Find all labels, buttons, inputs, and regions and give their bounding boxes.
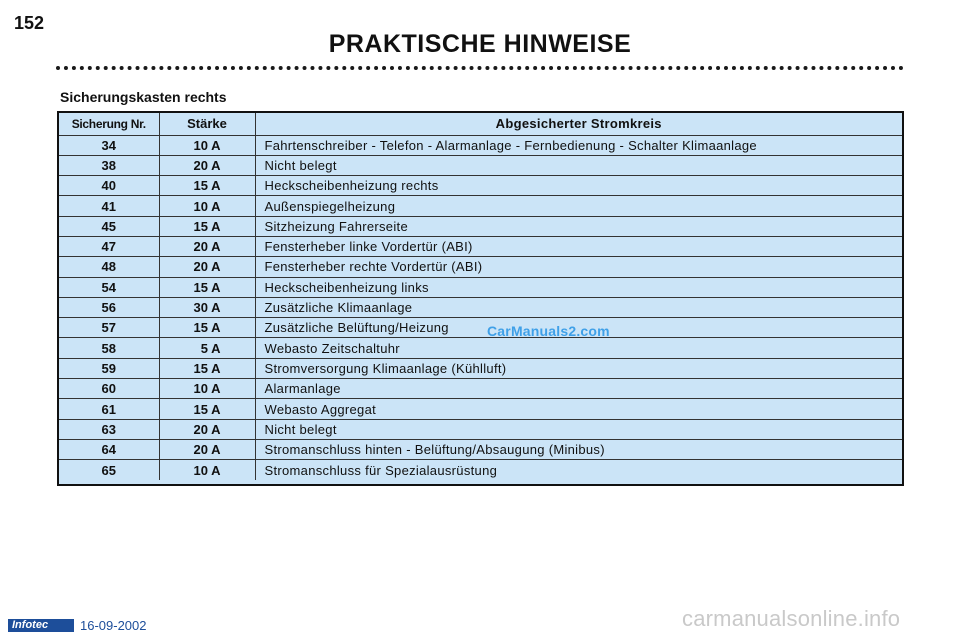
fuse-number: 61 <box>59 399 159 419</box>
fuse-amperage: 10 A <box>159 135 255 155</box>
fuse-circuit: Stromanschluss hinten - Belüftung/Absaugung (Minibus) <box>255 439 902 459</box>
table-row <box>59 236 902 256</box>
fuse-amperage: 15 A <box>159 216 255 236</box>
fuse-amperage: 20 A <box>159 419 255 439</box>
table-row <box>59 338 902 358</box>
fuse-circuit: Stromanschluss für Spezialausrüstung <box>264 462 498 478</box>
fuse-circuit: Heckscheibenheizung rechts <box>255 176 902 196</box>
table-row <box>59 196 902 216</box>
fuse-number: 45 <box>59 216 159 236</box>
table-row <box>59 439 902 459</box>
page-number: 152 <box>14 13 45 33</box>
table-row <box>59 460 902 480</box>
table-row <box>59 419 902 439</box>
fuse-circuit: Stromversorgung Klimaanlage (Kühlluft) <box>255 358 902 378</box>
fuse-amperage: 15 A <box>159 358 255 378</box>
header-amperage: Stärke <box>159 113 255 135</box>
fuse-amperage: 15 A <box>159 277 255 297</box>
page-title: PRAKTISCHE HINWEISE <box>328 30 632 58</box>
fuse-amperage: 5 A <box>159 338 255 358</box>
fuse-amperage: 10 A <box>159 196 255 216</box>
fuse-circuit: Nicht belegt <box>255 155 902 175</box>
infotec-logo: Infotec <box>8 619 74 632</box>
header-circuit: Abgesicherter Stromkreis <box>255 113 902 135</box>
table-row <box>59 379 902 399</box>
table-row <box>59 176 902 196</box>
fuse-circuit: Sitzheizung Fahrerseite <box>255 216 902 236</box>
fuse-circuit: Nicht belegt <box>255 419 902 439</box>
table-row <box>59 297 902 317</box>
fuse-circuit: Webasto Zeitschaltuhr <box>255 338 902 358</box>
footer-date: 16-09-2002 <box>80 618 147 633</box>
header-fuse-number: Sicherung Nr. <box>59 113 159 135</box>
fuse-number: 64 <box>59 439 159 459</box>
fuse-table-container <box>57 111 904 486</box>
watermark-carmanuals: CarManuals2.com <box>487 323 610 339</box>
fuse-number: 41 <box>59 196 159 216</box>
fuse-number: 34 <box>59 135 159 155</box>
table-row <box>59 277 902 297</box>
table-row <box>59 155 902 175</box>
fuse-amperage: 20 A <box>159 236 255 256</box>
fuse-amperage: 15 A <box>159 176 255 196</box>
fuse-number: 57 <box>59 318 159 338</box>
fuse-circuit: Webasto Aggregat <box>255 399 902 419</box>
fuse-circuit: Außenspiegelheizung <box>255 196 902 216</box>
watermark-carmanualsonline: carmanualsonline.info <box>682 606 901 631</box>
fuse-amperage: 20 A <box>159 155 255 175</box>
fuse-amperage: 15 A <box>159 399 255 419</box>
fuse-circuit: Fensterheber rechte Vordertür (ABI) <box>255 257 902 277</box>
fuse-number: 65 <box>59 460 159 480</box>
fuse-number: 60 <box>59 379 159 399</box>
table-row <box>59 257 902 277</box>
title-divider <box>56 66 904 70</box>
fuse-number: 54 <box>59 277 159 297</box>
fuse-circuit: Zusätzliche Klimaanlage <box>255 297 902 317</box>
fuse-amperage: 10 A <box>159 379 255 399</box>
fuse-number: 48 <box>59 257 159 277</box>
fuse-number: 40 <box>59 176 159 196</box>
table-row <box>59 135 902 155</box>
fuse-number: 38 <box>59 155 159 175</box>
table-row <box>59 358 902 378</box>
fuse-number: 63 <box>59 419 159 439</box>
fuse-table-body <box>59 135 902 480</box>
fuse-number: 47 <box>59 236 159 256</box>
fuse-amperage: 20 A <box>159 257 255 277</box>
fuse-circuit: Alarmanlage <box>255 379 902 399</box>
fuse-number: 56 <box>59 297 159 317</box>
fuse-circuit: Heckscheibenheizung links <box>255 277 902 297</box>
fuse-circuit: Fensterheber linke Vordertür (ABI) <box>255 236 902 256</box>
table-row <box>59 399 902 419</box>
table-header-row <box>59 113 902 135</box>
fuse-number: 58 <box>59 338 159 358</box>
fuse-circuit: Zusätzliche Belüftung/Heizung <box>255 318 902 338</box>
section-title: Sicherungskasten rechts <box>60 89 227 105</box>
fuse-amperage: 15 A <box>159 318 255 338</box>
fuse-amperage: 30 A <box>159 297 255 317</box>
fuse-amperage: 20 A <box>159 439 255 459</box>
fuse-circuit: Fahrtenschreiber - Telefon - Alarmanlage - Fernbedienung - Schalter Klimaanlage <box>255 135 902 155</box>
fuse-table <box>59 113 902 480</box>
fuse-amperage: 10 A <box>159 460 255 480</box>
table-row <box>59 216 902 236</box>
table-row <box>59 318 902 338</box>
fuse-number: 59 <box>59 358 159 378</box>
